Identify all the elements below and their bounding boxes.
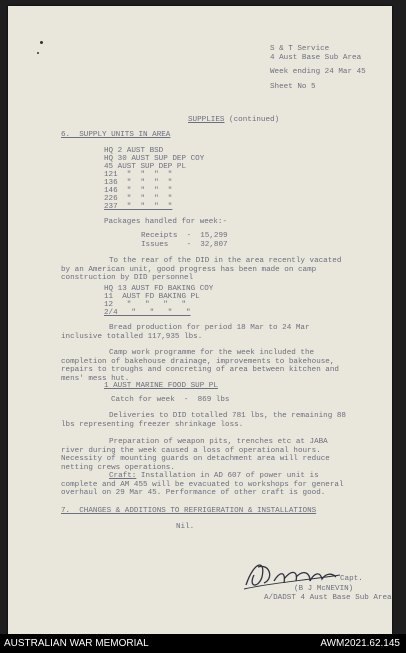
packages-label: Packages handled for week:-: [104, 218, 228, 226]
bread-paragraph: Bread production for period 18 Mar to 24 Mar inclusive totalled 117,935 lbs.: [61, 324, 310, 341]
camp-work-paragraph: Camp work programme for the week included the completion of bakehouse drainage, improvements to bakehouse, repairs to troughs and concreting of area between kitchen and mens' mess hut.: [61, 349, 339, 383]
baking-unit-line: 11 AUST FD BAKING PL: [104, 293, 200, 301]
unit-line: HQ 2 AUST BSD: [104, 147, 164, 155]
unit-line: 146 " " " ": [104, 187, 173, 195]
unit-line: 45 AUST SUP DEP PL: [104, 163, 187, 171]
craft-label: Craft:: [109, 472, 137, 480]
section-6-heading: 6. SUPPLY UNITS IN AREA: [61, 131, 171, 139]
craft-text: Installation in AD 607 of power unit is complete and AM 455 will be evacuated to workshops for general overhaul on 29 Mar 45. Performance of other craft is good.: [61, 472, 344, 498]
receipts-line: Receipts - 15,299: [141, 232, 228, 240]
issues-line: Issues - 32,807: [141, 241, 228, 249]
archive-footer: [0, 634, 406, 653]
baking-unit-line: 12 " " " ": [104, 301, 187, 309]
baking-unit-line: HQ 13 AUST FD BAKING COY: [104, 285, 214, 293]
unit-line: 237 " " " ": [104, 203, 173, 211]
footer-institution: AUSTRALIAN WAR MEMORIAL: [4, 638, 149, 649]
marine-heading: 1 AUST MARINE FOOD SUP PL: [104, 382, 218, 390]
signature-name: (B J McNEVIN): [294, 585, 354, 593]
section-7-body: Nil.: [176, 523, 195, 531]
unit-line: 226 " " " ": [104, 195, 173, 203]
unit-line: 136 " " " ": [104, 179, 173, 187]
unit-line: 121 " " " ": [104, 171, 173, 179]
title-continued: (continued): [229, 116, 280, 124]
title-supplies: SUPPLIES: [188, 116, 225, 124]
signature-scrawl: Bmoun: [246, 581, 249, 582]
preparation-paragraph: Preparation of weapon pits, trenches etc at JABA river during the week caused a loss of operational hours. Necessity of mounting guards on detachment area will reduce netting crews operations.: [61, 438, 330, 472]
section-7-heading: 7. CHANGES & ADDITIONS TO REFRIGERATION & INSTALLATIONS: [61, 507, 317, 515]
punch-hole: [37, 52, 39, 54]
signature-title: A/DADST 4 Aust Base Sub Area: [264, 594, 392, 602]
document-sheet: [8, 6, 392, 634]
header-line-2: 4 Aust Base Sub Area: [270, 54, 362, 62]
header-line-1: S & T Service: [270, 45, 330, 53]
craft-paragraph: [61, 472, 351, 498]
signature-rank: Capt.: [340, 575, 363, 583]
punch-hole: [40, 41, 43, 44]
baking-unit-line: 2/4 " " " ": [104, 309, 191, 317]
deliveries-paragraph: Deliveries to DID totalled 781 lbs, the remaining 88 lbs representing freezer shrinkage loss.: [61, 412, 346, 429]
page-title: [188, 116, 279, 125]
camp-paragraph: To the rear of the DID in the area recently vacated by an American unit, good progress has been made on camp construction by DID personnel: [61, 257, 342, 283]
footer-accession-number: AWM2021.62.145: [320, 638, 400, 649]
catch-line: Catch for week - 869 lbs: [111, 396, 230, 404]
header-sheet: Sheet No 5: [270, 83, 316, 91]
header-week: Week ending 24 Mar 45: [270, 68, 366, 76]
unit-line: HQ 30 AUST SUP DEP COY: [104, 155, 205, 163]
